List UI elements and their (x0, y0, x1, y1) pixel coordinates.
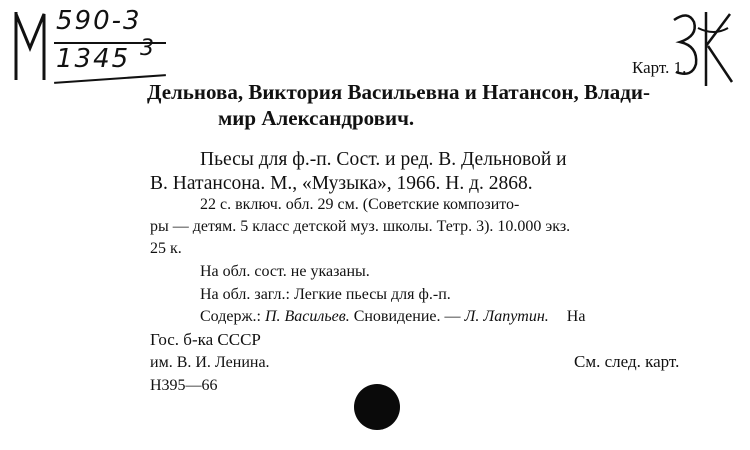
note-compilers: На обл. сост. не указаны. (200, 263, 370, 280)
handwritten-superscript: 3 (140, 36, 156, 61)
contents-label: Содерж.: (200, 308, 261, 325)
library-line1: Гос. б-ка СССР (150, 330, 261, 349)
handwritten-number-top: 590-3 (56, 6, 142, 36)
title-line2: В. Натансона. М., «Музыка», 1966. Н. д. 2868. (150, 173, 533, 194)
punch-hole (354, 384, 400, 430)
library-line2: им. В. И. Ленина. (150, 354, 270, 371)
description-line1: 22 с. включ. обл. 29 см. (Советские композито- (200, 196, 520, 213)
handwritten-scribble (668, 6, 738, 96)
see-next-card: См. след. карт. (574, 352, 680, 371)
description-line3: 25 к. (150, 240, 182, 257)
handwritten-bracket (8, 8, 56, 88)
contents-trailing: На (566, 308, 586, 325)
contents-author1: П. Васильев. (264, 308, 350, 325)
title-line1: Пьесы для ф.-п. Сост. и ред. В. Дельновой и (200, 149, 567, 170)
handwritten-number-bottom: 1345 (56, 44, 131, 74)
author-heading-line2: мир Александрович. (218, 106, 415, 130)
author-heading-line1: Дельнова, Виктория Васильевна и Натансон, Влади- (147, 80, 651, 104)
note-cover-title: На обл. загл.: Легкие пьесы для ф.-п. (200, 286, 451, 303)
contents-line (200, 308, 585, 326)
card-code: Н395—66 (150, 377, 218, 394)
card-number-label: Карт. 1. (632, 58, 687, 77)
contents-author2: Л. Лапутин. (464, 308, 549, 325)
contents-work1: Сновидение. — (353, 308, 461, 325)
description-line2: ры — детям. 5 класс детской муз. школы. Тетр. 3). 10.000 экз. (150, 218, 571, 235)
